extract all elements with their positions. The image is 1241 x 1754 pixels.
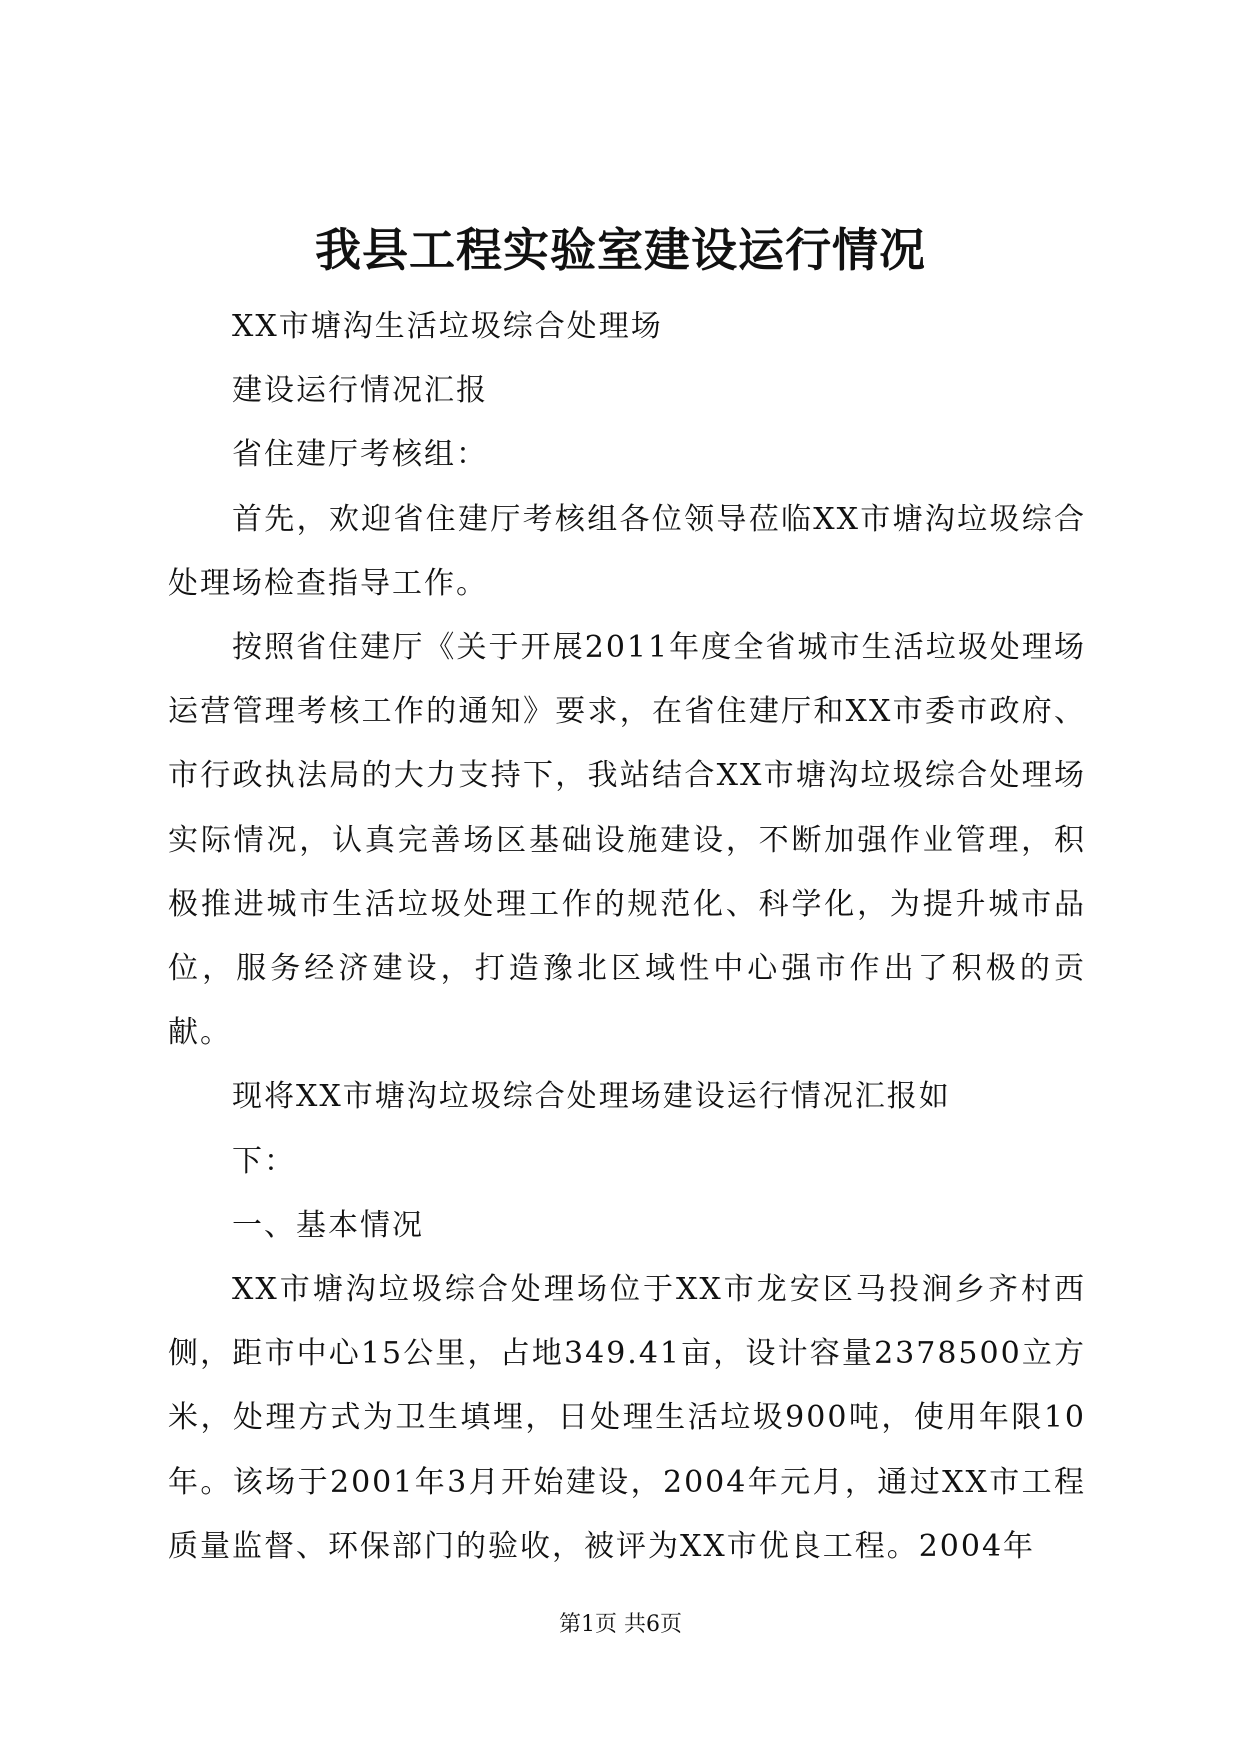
paragraph-salutation: 省住建厅考核组： bbox=[232, 437, 488, 473]
page-number-footer: 第1页 共6页 bbox=[559, 1612, 682, 1637]
paragraph-report-intro: 现将XX市塘沟垃圾综合处理场建设运行情况汇报如 bbox=[232, 1079, 951, 1115]
paragraph-facility-name: XX市塘沟生活垃圾综合处理场 bbox=[232, 309, 663, 344]
paragraph-welcome: 首先，欢迎省住建厅考核组各位领导莅临XX市塘沟垃圾综合处理场检查指导工作。 bbox=[168, 501, 1086, 601]
paragraph-report-intro-continued: 下： bbox=[232, 1143, 296, 1179]
paragraph-report-subtitle: 建设运行情况汇报 bbox=[232, 373, 488, 409]
document-title: 我县工程实验室建设运行情况 bbox=[315, 223, 926, 277]
section-heading-basic-info: 一、基本情况 bbox=[232, 1207, 424, 1243]
document-body bbox=[168, 295, 1086, 1579]
paragraph-basic-info: XX市塘沟垃圾综合处理场位于XX市龙安区马投涧乡齐村西侧，距市中心15公里，占地349.41亩，设计容量2378500立方米，处理方式为卫生填埋，日处理生活垃圾900吨，使用年限10年。该场于2001年3月开始建设，2004年元月，通过XX市工程质量监督、环保部门的验收，被评为XX市优良工程。2004年 bbox=[168, 1272, 1086, 1564]
paragraph-background: 按照省住建厅《关于开展2011年度全省城市生活垃圾处理场运营管理考核工作的通知》要求，在省住建厅和XX市委市政府、市行政执法局的大力支持下，我站结合XX市塘沟垃圾综合处理场实际情况，认真完善场区基础设施建设，不断加强作业管理，积极推进城市生活垃圾处理工作的规范化、科学化，为提升城市品位，服务经济建设，打造豫北区域性中心强市作出了积极的贡献。 bbox=[168, 630, 1086, 1051]
